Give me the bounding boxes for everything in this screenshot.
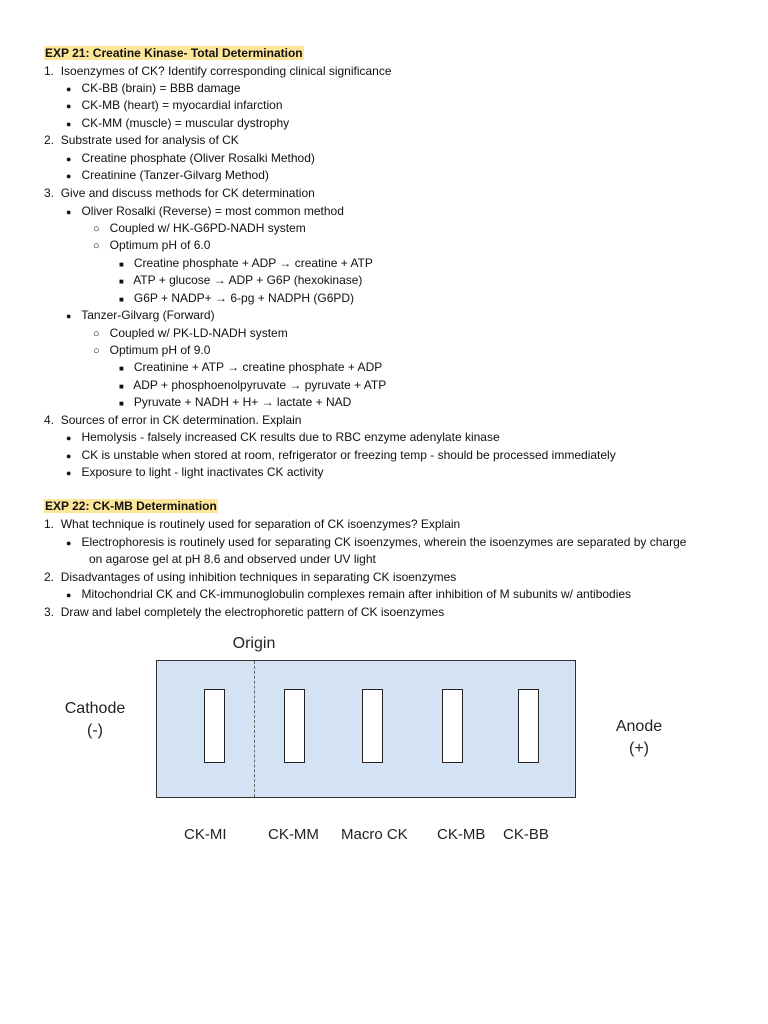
cathode-sign: (-) bbox=[87, 722, 103, 739]
list-item: ○ Coupled w/ PK-LD-NADH system bbox=[93, 326, 288, 340]
exp22-q1: 1. What technique is routinely used for separation of CK isoenzymes? Explain bbox=[44, 517, 461, 531]
lane-label-ck-mi: CK-MI bbox=[184, 826, 227, 843]
list-item: ● Mitochondrial CK and CK-immunoglobulin complexes remain after inhibition of M subunits w/ antibodies bbox=[66, 587, 632, 601]
exp21-q4: 4. Sources of error in CK determination. Explain bbox=[44, 413, 302, 427]
origin-label: Origin bbox=[232, 635, 276, 652]
list-item: ○ Optimum pH of 9.0 bbox=[93, 343, 211, 357]
well-macro-ck bbox=[362, 689, 383, 763]
list-item: ○ Coupled w/ HK-G6PD-NADH system bbox=[93, 221, 306, 235]
list-item: ● Electrophoresis is routinely used for separating CK isoenzymes, wherein the isoenzymes are separated by charge bbox=[66, 535, 687, 549]
list-item: ○ Optimum pH of 6.0 bbox=[93, 238, 211, 252]
lane-label-ck-mm: CK-MM bbox=[268, 826, 319, 843]
list-item: ■ Pyruvate + NADH + H+ → lactate + NAD bbox=[119, 395, 352, 409]
well-ck-mm bbox=[284, 689, 305, 763]
exp22-q2: 2. Disadvantages of using inhibition techniques in separating CK isoenzymes bbox=[44, 570, 457, 584]
list-item: ● Creatinine (Tanzer-Gilvarg Method) bbox=[66, 168, 269, 182]
list-item: ■ ADP + phosphoenolpyruvate → pyruvate + ATP bbox=[119, 378, 387, 392]
list-item: ● Creatine phosphate (Oliver Rosalki Method) bbox=[66, 151, 315, 165]
exp21-q1: 1. Isoenzymes of CK? Identify corresponding clinical significance bbox=[44, 64, 392, 78]
list-item: ● CK-MM (muscle) = muscular dystrophy bbox=[66, 116, 290, 130]
anode-sign: (+) bbox=[629, 740, 649, 757]
list-item: ● Oliver Rosalki (Reverse) = most common method bbox=[66, 204, 344, 218]
exp21-title: EXP 21: Creatine Kinase- Total Determination bbox=[45, 46, 303, 60]
list-item: ● CK is unstable when stored at room, refrigerator or freezing temp - should be processed immediately bbox=[66, 448, 616, 462]
exp21-q3: 3. Give and discuss methods for CK determination bbox=[44, 186, 315, 200]
exp22-title: EXP 22: CK-MB Determination bbox=[45, 499, 217, 513]
list-item: ■ Creatinine + ATP → creatine phosphate + ADP bbox=[119, 360, 383, 374]
list-item: ● CK-BB (brain) = BBB damage bbox=[66, 81, 241, 95]
cathode-label: Cathode bbox=[64, 700, 126, 717]
well-ck-mb bbox=[442, 689, 463, 763]
exp21-q2: 2. Substrate used for analysis of CK bbox=[44, 133, 239, 147]
exp22-q3: 3. Draw and label completely the electrophoretic pattern of CK isoenzymes bbox=[44, 605, 445, 619]
list-item: ■ G6P + NADP+ → 6-pg + NADPH (G6PD) bbox=[119, 291, 355, 305]
lane-label-ck-mb: CK-MB bbox=[437, 826, 486, 843]
lane-label-ck-bb: CK-BB bbox=[503, 826, 549, 843]
gel-plate bbox=[156, 660, 576, 798]
list-item: ■ Creatine phosphate + ADP → creatine + ATP bbox=[119, 256, 373, 270]
origin-line bbox=[254, 661, 255, 797]
list-item: ● Tanzer-Gilvarg (Forward) bbox=[66, 308, 215, 322]
list-item-continuation: on agarose gel at pH 8.6 and observed under UV light bbox=[89, 552, 376, 566]
well-ck-bb bbox=[518, 689, 539, 763]
well-ck-mi bbox=[204, 689, 225, 763]
anode-label: Anode bbox=[615, 718, 663, 735]
lane-label-macro-ck: Macro CK bbox=[341, 826, 408, 843]
list-item: ● CK-MB (heart) = myocardial infarction bbox=[66, 98, 283, 112]
list-item: ● Hemolysis - falsely increased CK results due to RBC enzyme adenylate kinase bbox=[66, 430, 500, 444]
list-item: ● Exposure to light - light inactivates CK activity bbox=[66, 465, 324, 479]
list-item: ■ ATP + glucose → ADP + G6P (hexokinase) bbox=[119, 273, 363, 287]
